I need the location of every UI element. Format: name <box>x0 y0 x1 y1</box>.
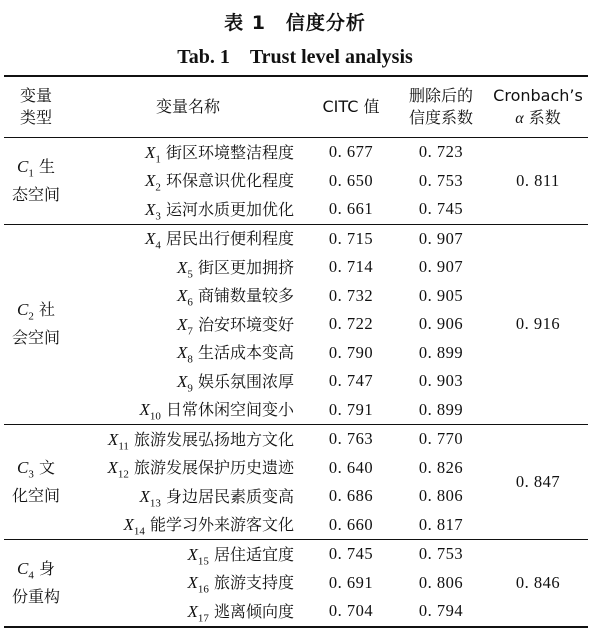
variable-code <box>177 257 193 280</box>
table-row <box>4 224 588 253</box>
variable-code <box>187 544 209 567</box>
variable-code-letter: X <box>123 515 134 535</box>
alpha-symbol: α <box>515 109 524 127</box>
deleted-reliability-value: 0. 745 <box>394 195 488 224</box>
dimension-code-letter: C <box>17 457 29 477</box>
variable-code-letter: X <box>177 371 188 391</box>
variable-code-sub: 2 <box>155 181 161 194</box>
variable-name-text: 商铺数量较多 <box>192 286 294 306</box>
citc-value: 0. 747 <box>328 371 374 391</box>
cronbach-alpha-value: 0. 847 <box>488 425 588 540</box>
citc-value: 0. 661 <box>308 195 394 224</box>
variable-code-sub: 17 <box>197 611 209 624</box>
variable-code-sub: 12 <box>117 468 129 481</box>
cronbach-alpha-value: 0. 811 <box>488 138 588 225</box>
deleted-reliability-value: 0. 905 <box>418 285 464 305</box>
citc-value: 0. 722 <box>328 314 374 334</box>
citc-value: 0. 650 <box>328 170 374 190</box>
deleted-reliability-value: 0. 817 <box>394 511 488 540</box>
variable-code <box>145 229 161 252</box>
variable-name-text: 能学习外来游客文化 <box>144 515 294 535</box>
variable-code <box>139 400 161 423</box>
variable-code-letter: X <box>145 199 156 219</box>
variable-code-letter: X <box>145 142 156 162</box>
variable-name-cell <box>68 367 308 396</box>
dimension-name-part2: 会空间 <box>11 328 60 348</box>
variable-code-letter: X <box>107 458 118 478</box>
variable-code-sub: 1 <box>155 152 161 165</box>
variable-name-cell <box>68 482 308 511</box>
variable-code-letter: X <box>187 601 198 621</box>
deleted-reliability-value: 0. 753 <box>418 544 464 564</box>
dimension-cell <box>4 224 68 425</box>
citc-value: 0. 677 <box>328 142 374 162</box>
dimension-cell <box>4 540 68 627</box>
variable-name-text: 娱乐氛围浓厚 <box>192 371 294 391</box>
header-alpha-suffix: 系数 <box>523 107 561 127</box>
deleted-reliability-value: 0. 826 <box>418 457 464 477</box>
dimension-name-part2: 化空间 <box>11 486 60 506</box>
header-alpha-line1: Cronbach’s <box>493 85 583 105</box>
dimension-code <box>17 457 34 481</box>
variable-name-text: 居民出行便利程度 <box>160 229 294 249</box>
citc-value: 0. 791 <box>308 396 394 425</box>
dimension-name-part1: 社 <box>33 300 55 320</box>
dimension-code-letter: C <box>17 156 29 176</box>
cronbach-alpha-value: 0. 846 <box>488 540 588 627</box>
dimension-cell <box>4 425 68 540</box>
variable-name-cell <box>68 339 308 368</box>
variable-code <box>107 429 129 452</box>
variable-code-sub: 6 <box>187 296 193 309</box>
variable-code <box>145 199 161 222</box>
variable-code-sub: 15 <box>197 554 209 567</box>
dimension-code <box>17 300 34 323</box>
citc-value: 0. 660 <box>308 511 394 540</box>
cronbach-alpha-value: 0. 916 <box>488 224 588 425</box>
variable-name-text: 治安环境变好 <box>192 314 294 334</box>
variable-code-sub: 9 <box>187 381 193 394</box>
dimension-name-part1: 生 <box>33 156 55 176</box>
variable-name-cell <box>68 597 308 627</box>
variable-code-sub: 3 <box>155 209 161 222</box>
variable-name-text: 生活成本变高 <box>192 343 294 363</box>
variable-code-sub: 7 <box>187 324 193 337</box>
variable-code-sub: 11 <box>118 439 129 452</box>
variable-code-sub: 14 <box>133 525 145 538</box>
header-variable-type-line1: 变量 <box>19 86 52 105</box>
table-title-en: Tab. 1 Trust level analysis <box>177 46 413 68</box>
table-title-cn: 表 1 信度分析 <box>224 12 366 34</box>
variable-code <box>177 343 193 366</box>
dimension-code-sub: 4 <box>28 568 34 581</box>
deleted-reliability-value: 0. 899 <box>418 342 464 362</box>
dimension-name-part2: 态空间 <box>11 184 60 204</box>
variable-name-text: 日常休闲空间变小 <box>160 400 294 420</box>
dimension-code <box>17 558 34 581</box>
variable-name-text: 街区更加拥挤 <box>192 257 294 277</box>
deleted-reliability-value: 0. 899 <box>394 396 488 425</box>
header-citc: CITC 值 <box>308 76 394 138</box>
variable-code <box>177 314 193 337</box>
dimension-cell <box>4 138 68 225</box>
variable-name-text: 旅游发展弘扬地方文化 <box>128 429 294 449</box>
dimension-code-letter: C <box>17 300 29 320</box>
deleted-reliability-value: 0. 794 <box>418 601 464 621</box>
variable-code-sub: 4 <box>155 239 161 252</box>
citc-value: 0. 686 <box>328 486 374 506</box>
variable-code-letter: X <box>177 343 188 363</box>
variable-name-cell <box>68 425 308 454</box>
variable-code-letter: X <box>187 544 198 564</box>
variable-name-text: 身边居民素质变高 <box>160 486 294 506</box>
citc-value: 0. 732 <box>328 285 374 305</box>
dimension-code-sub: 2 <box>28 310 34 323</box>
header-variable-type-line2: 类型 <box>19 108 52 127</box>
variable-name-text: 环保意识优化程度 <box>160 171 294 191</box>
header-cronbach-alpha <box>488 76 588 138</box>
variable-code <box>177 286 193 309</box>
dimension-label-line1 <box>4 558 68 586</box>
deleted-reliability-value: 0. 903 <box>418 371 464 391</box>
table-row <box>4 425 588 454</box>
citc-value: 0. 763 <box>328 429 374 449</box>
reliability-table <box>4 75 588 628</box>
variable-name-cell <box>68 454 308 483</box>
variable-code-letter: X <box>139 400 150 420</box>
variable-code-letter: X <box>177 286 188 306</box>
deleted-reliability-value: 0. 723 <box>418 142 464 162</box>
variable-name-text: 运河水质更加优化 <box>160 199 294 219</box>
header-deleted-line2: 信度系数 <box>408 108 473 127</box>
dimension-code <box>17 156 34 179</box>
variable-code <box>145 171 161 194</box>
variable-name-cell <box>68 224 308 253</box>
header-row <box>4 76 588 138</box>
variable-code <box>177 371 193 394</box>
header-alpha-line2 <box>488 107 588 130</box>
citc-value: 0. 640 <box>328 457 374 477</box>
deleted-reliability-value: 0. 753 <box>418 170 464 190</box>
citc-value: 0. 714 <box>328 257 374 277</box>
variable-code <box>145 142 161 165</box>
citc-value: 0. 691 <box>328 572 374 592</box>
variable-code-sub: 13 <box>149 496 161 509</box>
variable-name-cell <box>68 282 308 311</box>
deleted-reliability-value: 0. 770 <box>418 429 464 449</box>
variable-code <box>123 515 145 538</box>
citc-value: 0. 704 <box>328 601 374 621</box>
citc-value: 0. 745 <box>328 544 374 564</box>
variable-code-letter: X <box>139 486 150 506</box>
variable-code-letter: X <box>177 257 188 277</box>
variable-name-text: 逃离倾向度 <box>208 601 294 621</box>
variable-code <box>139 486 161 509</box>
header-deleted-line1: 删除后的 <box>408 86 473 105</box>
variable-code <box>187 601 209 624</box>
dimension-label-line1 <box>4 299 68 327</box>
dimension-label-line1 <box>4 156 68 184</box>
variable-name-text: 旅游支持度 <box>208 573 294 593</box>
variable-name-text: 居住适宜度 <box>208 544 294 564</box>
citc-value: 0. 790 <box>328 342 374 362</box>
dimension-label-line1 <box>4 457 68 485</box>
variable-name-text: 旅游发展保护历史遗迹 <box>128 458 294 478</box>
deleted-reliability-value: 0. 907 <box>418 228 464 248</box>
variable-code-sub: 5 <box>187 267 193 280</box>
variable-name-cell <box>68 540 308 569</box>
deleted-reliability-value: 0. 806 <box>418 572 464 592</box>
variable-code <box>107 458 129 481</box>
deleted-reliability-value: 0. 907 <box>418 257 464 277</box>
deleted-reliability-value: 0. 806 <box>418 486 464 506</box>
variable-name-cell <box>68 511 308 540</box>
variable-code-letter: X <box>187 573 198 593</box>
variable-name-cell <box>68 195 308 224</box>
dimension-name-part2: 份重构 <box>11 586 60 606</box>
dimension-name-part1: 身 <box>33 558 55 578</box>
variable-name-text: 街区环境整洁程度 <box>160 142 294 162</box>
variable-code-letter: X <box>107 429 119 449</box>
variable-name-cell <box>68 569 308 598</box>
header-variable-name: 变量名称 <box>68 76 308 138</box>
header-deleted-reliability <box>394 76 488 138</box>
variable-code-letter: X <box>145 229 156 249</box>
variable-name-cell <box>68 167 308 196</box>
citc-value: 0. 715 <box>328 228 374 248</box>
variable-code-letter: X <box>177 314 188 334</box>
variable-code-sub: 16 <box>197 583 209 596</box>
table-row <box>4 540 588 569</box>
dimension-code-letter: C <box>17 558 29 578</box>
variable-code-sub: 10 <box>149 410 161 423</box>
dimension-code-sub: 1 <box>28 166 34 179</box>
variable-code-sub: 8 <box>187 353 193 366</box>
dimension-name-part1: 文 <box>33 457 55 477</box>
variable-code-letter: X <box>145 171 156 191</box>
variable-name-cell <box>68 253 308 282</box>
deleted-reliability-value: 0. 906 <box>418 314 464 334</box>
variable-code <box>187 573 209 596</box>
variable-name-cell <box>68 396 308 425</box>
table-row <box>4 138 588 167</box>
variable-name-cell <box>68 138 308 167</box>
variable-name-cell <box>68 310 308 339</box>
dimension-code-sub: 3 <box>28 468 34 481</box>
header-variable-type <box>4 76 68 138</box>
